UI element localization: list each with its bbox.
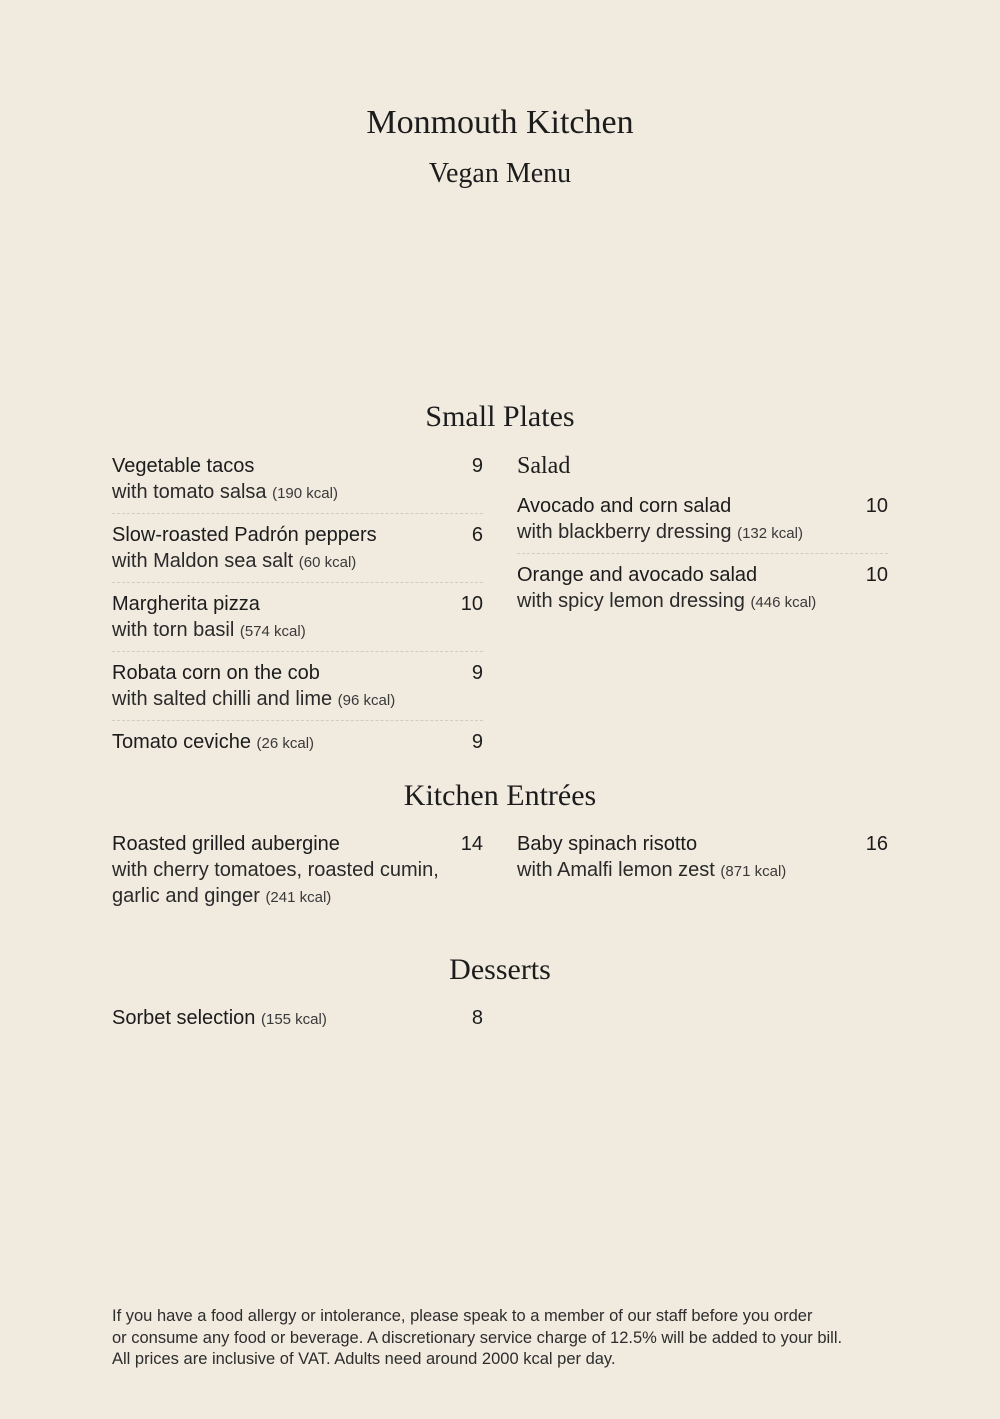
section-title-desserts: Desserts (449, 953, 551, 986)
desserts-list (112, 1005, 483, 1047)
item-kcal: (60 kcal) (298, 554, 357, 571)
item-kcal: (574 kcal) (239, 623, 306, 640)
footer-line: or consume any food or beverage. A discretionary service charge of 12.5% will be added to your bill. (112, 1328, 843, 1347)
footer-line: If you have a food allergy or intolerance, please speak to a member of our staff before you order (112, 1307, 813, 1325)
salad-list (517, 453, 888, 630)
item-description: with torn basil (112, 619, 235, 641)
item-name: Vegetable tacos (112, 455, 255, 477)
item-kcal: (155 kcal) (260, 1011, 327, 1028)
item-kcal: (132 kcal) (737, 525, 803, 542)
item-price: 8 (471, 1007, 483, 1029)
small-plates-list (112, 453, 483, 771)
section-title-entrees: Kitchen Entrées (403, 779, 597, 812)
item-price: 10 (865, 495, 888, 517)
item-name: Orange and avocado salad (517, 564, 758, 586)
item-name: Slow-roasted Padrón peppers (112, 524, 377, 546)
item-description: with blackberry dressing (517, 521, 732, 543)
item-kcal: (26 kcal) (256, 735, 315, 752)
menu-item (112, 729, 483, 763)
item-description: with Maldon sea salt (112, 550, 294, 572)
item-description: with cherry tomatoes, roasted cumin, (112, 859, 439, 881)
menu-item (112, 522, 483, 583)
item-kcal: (241 kcal) (265, 889, 332, 906)
item-price: 10 (865, 564, 888, 586)
item-price: 10 (460, 593, 483, 615)
item-kcal: (96 kcal) (337, 692, 396, 709)
item-name: Sorbet selection (112, 1007, 256, 1029)
item-name: Avocado and corn salad (517, 495, 732, 517)
item-description: with Amalfi lemon zest (517, 859, 715, 881)
section-title-small-plates: Small Plates (425, 400, 575, 433)
entrees-left (112, 831, 483, 925)
item-description: with spicy lemon dressing (517, 590, 745, 612)
item-kcal: (871 kcal) (720, 863, 787, 880)
item-description: with tomato salsa (112, 481, 267, 503)
menu-item (517, 562, 888, 622)
item-kcal: (190 kcal) (272, 485, 338, 502)
item-name: Roasted grilled aubergine (112, 833, 340, 855)
item-name: Robata corn on the cob (112, 662, 320, 684)
menu-item (112, 1005, 483, 1039)
item-price: 9 (471, 662, 483, 684)
footer-notice (112, 1306, 902, 1371)
menu-item (517, 493, 888, 554)
menu-item (112, 831, 483, 917)
footer-line: All prices are inclusive of VAT. Adults need around 2000 kcal per day. (112, 1350, 616, 1368)
menu-title: Vegan Menu (428, 158, 572, 189)
subsection-title-salad: Salad (517, 453, 571, 479)
item-price: 6 (471, 524, 483, 546)
item-name: Baby spinach risotto (517, 833, 698, 855)
item-price: 9 (471, 455, 483, 477)
item-description: garlic and ginger (112, 885, 260, 907)
restaurant-name: Monmouth Kitchen (366, 104, 634, 141)
item-name: Margherita pizza (112, 593, 260, 615)
menu-item (517, 831, 888, 891)
entrees-right (517, 831, 888, 899)
item-price: 9 (471, 731, 483, 753)
item-price: 16 (865, 833, 888, 855)
item-description: with salted chilli and lime (112, 688, 333, 710)
menu-item (112, 453, 483, 514)
menu-item (112, 660, 483, 721)
item-kcal: (446 kcal) (750, 594, 817, 611)
menu-item (112, 591, 483, 652)
item-price: 14 (460, 833, 483, 855)
item-name: Tomato ceviche (112, 731, 251, 753)
